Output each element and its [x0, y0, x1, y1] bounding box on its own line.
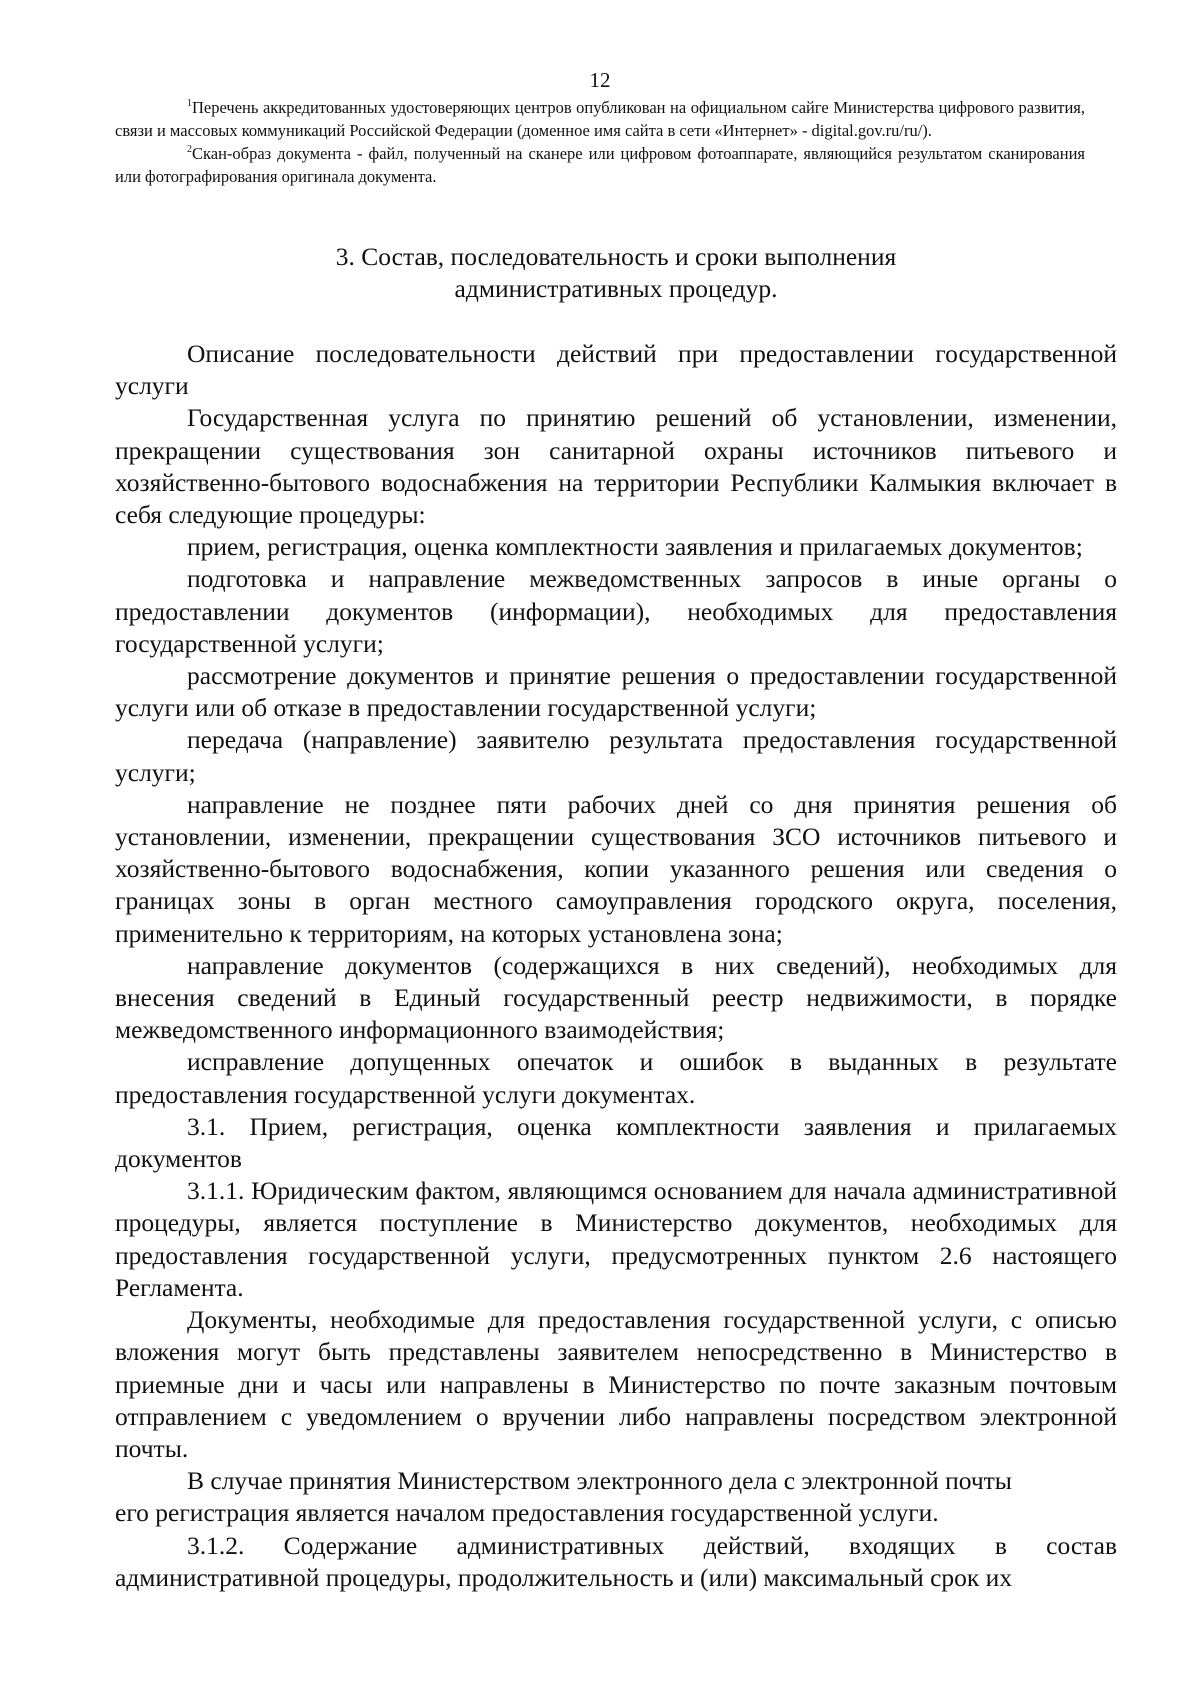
- paragraph: направление не позднее пяти рабочих дней со дня принятия решения об установлении, изменении, прекращении существования ЗСО источников питьевого и хозяйственно-бытового водоснабжения, копии указанного решения или сведения о границах зоны в орган местного самоуправления городского округа, поселения, применительно к территориям, на которых установлена зона;: [115, 789, 1117, 948]
- footnote-1: [115, 96, 1085, 142]
- paragraph: исправление допущенных опечаток и ошибок в выданных в результате предоставления государственной услуги документах.: [115, 1047, 1117, 1109]
- section-title-line-1: 3. Состав, последовательность и сроки выполнения: [335, 242, 897, 271]
- paragraph: Государственная услуга по принятию решений об установлении, изменении, прекращении существования зон санитарной охраны источников питьевого и хозяйственно-бытового водоснабжения на территории Республики Калмыкия включает в себя следующие процедуры:: [115, 403, 1117, 530]
- section-title-line-2: административных процедур.: [454, 274, 778, 303]
- footnote-mark-1: 1: [187, 98, 192, 109]
- footnote-text-1: Перечень аккредитованных удостоверяющих центров опубликован на официальном сайге Министерства цифрового развития, связи и массовых коммуникаций Российской Федерации (доменное имя сайта в сети «Интернет» - digital.gov.ru/ru/).: [115, 98, 1085, 140]
- paragraph: передача (направление) заявителю результата предоставления государственной услуги;: [115, 725, 1117, 787]
- paragraph: подготовка и направление межведомственных запросов в иные органы о предоставлении документов (информации), необходимых для предоставления государственной услуги;: [115, 564, 1117, 658]
- document-body: [115, 338, 1117, 1594]
- paragraph: 3.1.2. Содержание административных действий, входящих в состав административной процедуры, продолжительность и (или) максимальный срок их: [115, 1530, 1117, 1592]
- footnote-2: [115, 142, 1085, 188]
- paragraph: прием, регистрация, оценка комплектности заявления и прилагаемых документов;: [187, 532, 1083, 562]
- paragraph: В случае принятия Министерством электронного дела с электронной почты: [187, 1466, 1012, 1496]
- paragraph: Документы, необходимые для предоставления государственной услуги, с описью вложения могут быть представлены заявителем непосредственно в Министерство в приемные дни и часы или направлены в Министерство по почте заказным почтовым отправлением с уведомлением о вручении либо направлены посредством электронной почты.: [115, 1305, 1117, 1463]
- footnote-text-2: Скан-образ документа - файл, полученный на сканере или цифровом фотоаппарате, являющийся результатом сканирования или фотографирования оригинала документа.: [115, 144, 1085, 186]
- paragraph: направление документов (содержащихся в них сведений), необходимых для внесения сведений в Единый государственный реестр недвижимости, в порядке межведомственного информационного взаимодействия;: [115, 950, 1117, 1045]
- footnote-mark-2: 2: [187, 144, 192, 155]
- section-title: [115, 241, 1117, 305]
- paragraph: Описание последовательности действий при предоставлении государственной услуги: [115, 339, 1117, 401]
- paragraph: 3.1.1. Юридическим фактом, являющимся основанием для начала административной процедуры, является поступление в Министерство документов, необходимых для предоставления государственной услуги, предусмотренных пунктом 2.6 настоящего Регламента.: [115, 1176, 1117, 1302]
- page-number: 12: [589, 68, 611, 92]
- footnotes: [115, 96, 1085, 188]
- paragraph: 3.1. Прием, регистрация, оценка комплектности заявления и прилагаемых документов: [115, 1111, 1117, 1174]
- paragraph: рассмотрение документов и принятие решения о предоставлении государственной услуги или об отказе в предоставлении государственной услуги;: [115, 661, 1117, 723]
- paragraph: его регистрация является началом предоставления государственной услуги.: [115, 1498, 939, 1528]
